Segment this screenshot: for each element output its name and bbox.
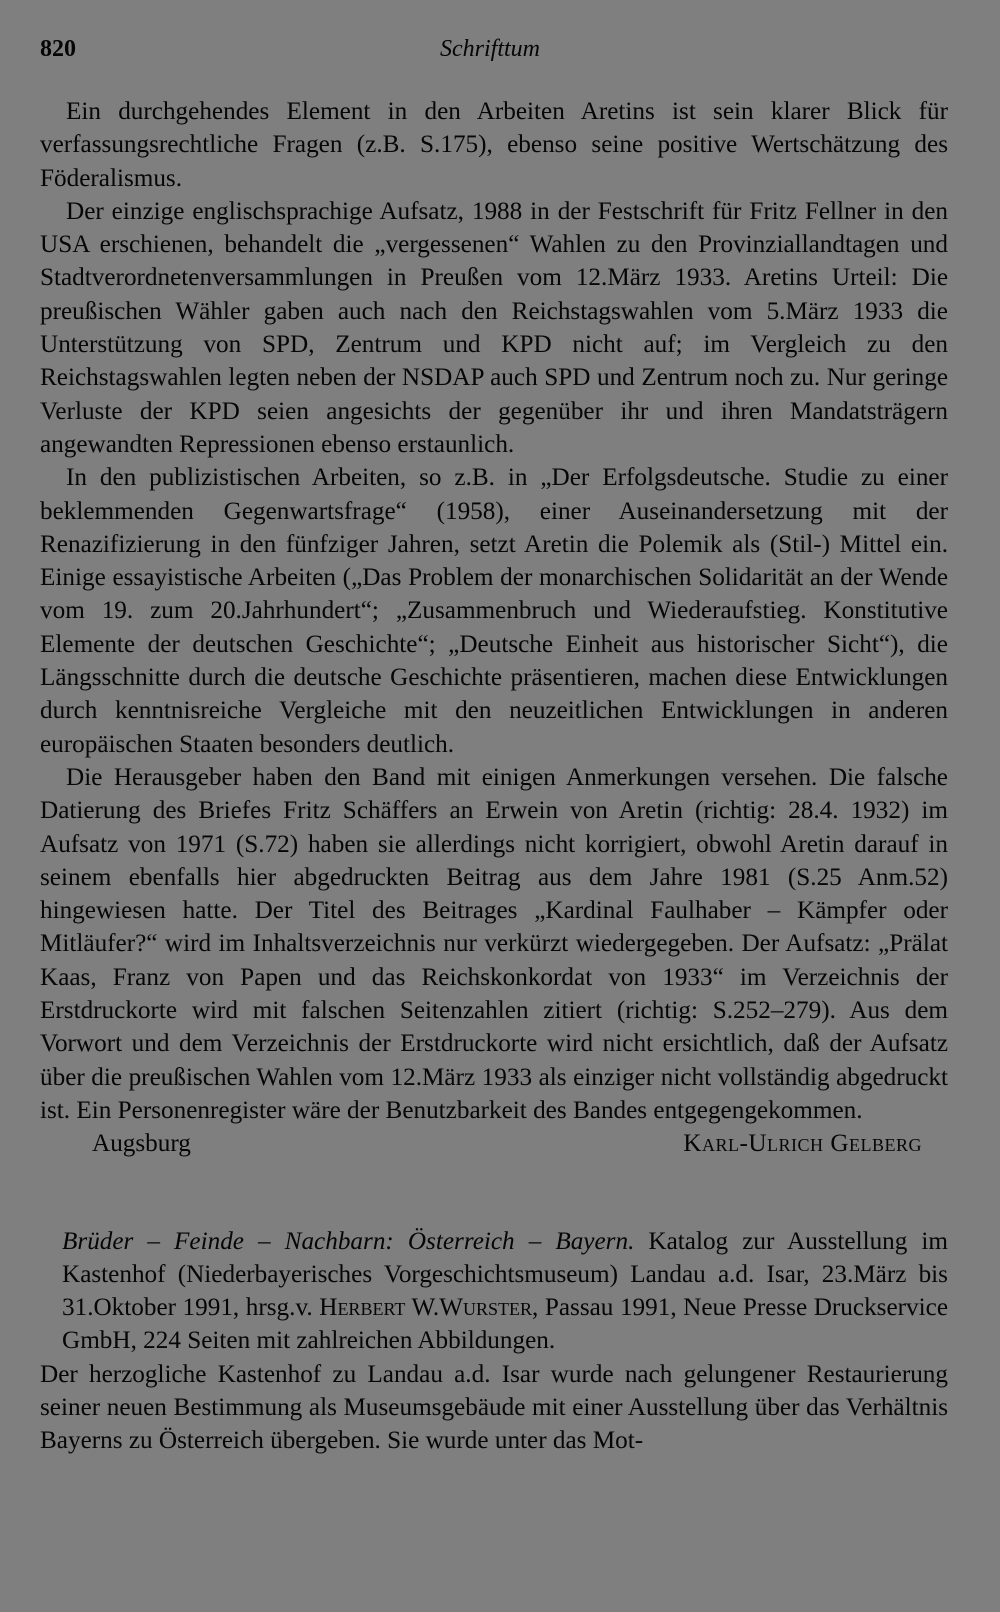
- paragraph: In den publizistischen Arbeiten, so z.B. in „Der Erfolgsdeutsche. Studie zu einer beklemmenden Gegenwartsfrage“ (1958), einer Auseinandersetzung mit der Renazifizierung in den fünfziger Jahren, setzt Aretin die Polemik als (Stil-) Mittel ein. Einige essayistische Arbeiten („Das Problem der monarchischen Solidarität an der Wende vom 19. zum 20.Jahrhundert“; „Zusammenbruch und Wiederaufstieg. Konstitutive Elemente der deutschen Geschichte“; „Deutsche Einheit aus historischer Sicht“), die Längsschnitte durch die deutsche Geschichte präsentieren, machen diese Entwicklungen durch kenntnisreiche Vergleiche mit den neuzeitlichen Entwicklungen in anderen europäischen Staaten besonders deutlich.: [40, 464, 948, 758]
- page-header: [40, 30, 940, 70]
- review-signature: [40, 1127, 948, 1160]
- paragraph: Die Herausgeber haben den Band mit einigen Anmerkungen versehen. Die falsche Datierung des Briefes Fritz Schäffers an Erwein von Aretin (richtig: 28.4. 1932) im Aufsatz von 1971 (S.72) haben sie allerdings nicht korrigiert, obwohl Aretin darauf in seinem ebenfalls hier abgedruckten Beitrag aus dem Jahre 1981 (S.25 Anm.52) hingewiesen hatte. Der Titel des Beitrages „Kardinal Faulhaber – Kämpfer oder Mitläufer?“ wird im Inhaltsverzeichnis nur verkürzt wiedergegeben. Der Aufsatz: „Prälat Kaas, Franz von Papen und das Reichskonkordat von 1933“ im Verzeichnis der Erstdruckorte wird mit falschen Seitenzahlen zitiert (richtig: S.252–279). Aus dem Vorwort und dem Verzeichnis der Erstdruckorte wird nicht ersichtlich, daß der Aufsatz über die preußischen Wahlen vom 12.März 1933 als einziger nicht vollständig abgedruckt ist. Ein Personenregister wäre der Benutzbarkeit des Bandes entgegengekommen.: [40, 763, 948, 1124]
- signature-author: Karl-Ulrich Gelberg: [683, 1130, 922, 1158]
- book-editor: Herbert W.Wurster: [319, 1294, 532, 1322]
- bib-details-1: Katalog zur Ausstellung im Kastenhof (Niederbayerisches Vorgeschichtsmuseum) Landau a.d. Isar, 23.März bis 31.Oktober 1991, hrsg.v.: [62, 1227, 949, 1322]
- paragraph: Der herzogliche Kastenhof zu Landau a.d. Isar wurde nach gelungener Restaurierung seiner neuen Bestimmung als Museumsgebäude mit einer Ausstellung über das Verhältnis Bayerns zu Österreich übergeben. Sie wurde unter das Mot-: [40, 1360, 948, 1455]
- bib-details-2: , Passau 1991, Neue Presse Druckservice GmbH, 224 Seiten mit zahlreichen Abbildungen.: [62, 1294, 948, 1355]
- book-title: Brüder – Feinde – Nachbarn: Österreich – Bayern.: [62, 1227, 635, 1255]
- paragraph: Ein durchgehendes Element in den Arbeiten Aretins ist sein klarer Blick für verfassungsrechtliche Fragen (z.B. S.175), ebenso seine positive Wertschätzung des Föderalismus.: [40, 98, 948, 192]
- paragraph: Der einzige englischsprachige Aufsatz, 1988 in der Festschrift für Fritz Fellner in den USA erschienen, behandelt die „vergessenen“ Wahlen zu den Provinziallandtagen und Stadtverordnetenversammlungen in Preußen vom 12.März 1933. Aretins Urteil: Die preußischen Wähler gaben auch nach den Reichstagswahlen vom 5.März 1933 die Unterstützung von SPD, Zentrum und KPD nicht auf; im Vergleich zu den Reichstagswahlen legten neben der NSDAP auch SPD und Zentrum noch zu. Nur geringe Verluste der KPD seien angesichts der gegenüber ihr und ihren Mandatsträgern angewandten Repressionen ebenso erstaunlich.: [40, 197, 948, 458]
- page-body: [40, 95, 948, 1458]
- section-spacer: [40, 1161, 948, 1225]
- signature-place: Augsburg: [92, 1130, 191, 1158]
- page-number: 820: [40, 36, 76, 62]
- bibliographic-entry: [40, 1225, 948, 1358]
- running-head: Schrifttum: [440, 36, 540, 62]
